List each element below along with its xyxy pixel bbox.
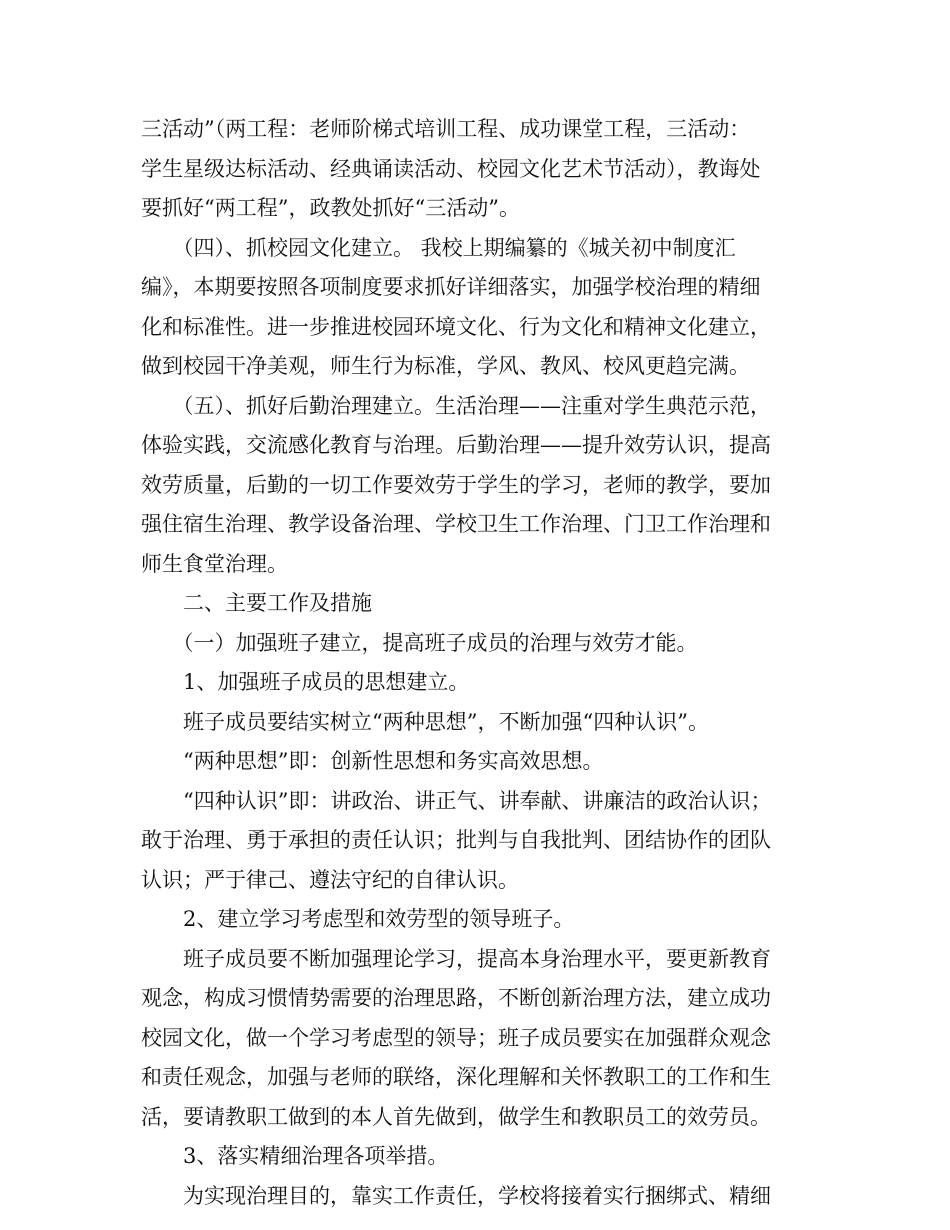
text-line: 三活动”（两工程：老师阶梯式培训工程、成功课堂工程，三活动： (141, 117, 751, 141)
text-line: 敢于治理、勇于承担的责任认识；批判与自我批判、团结协作的团队 (141, 828, 771, 852)
document-body (141, 110, 841, 1216)
text-line: 为实现治理目的，靠实工作责任，学校将接着实行捆绑式、精细 (141, 1183, 771, 1208)
section-heading-line: （四）、抓校园文化建立。 我校上期编纂的《城关初中制度汇 (141, 235, 736, 260)
text-line: “两种思想”即：创新性思想和务实高效思想。 (141, 749, 604, 773)
text-line: 活，要请教职工做到的本人首先做到，做学生和教职员工的效劳员。 (141, 1104, 771, 1129)
text-line: 观念，构成习惯情势需要的治理思路，不断创新治理方法，建立成功 (141, 986, 771, 1010)
item-heading-line: 1、加强班子成员的思想建立。 (141, 670, 470, 694)
text-line: 编》，本期要按照各项制度要求抓好详细落实，加强学校治理的精细 (141, 275, 761, 299)
text-line: 学生星级达标活动、经典诵读活动、校园文化艺术节活动），教诲处 (141, 156, 761, 181)
text-line: 效劳质量，后勤的一切工作要效劳于学生的学习，老师的教学，要加 (141, 472, 771, 497)
text-line: “四种认识”即：讲政治、讲正气、讲奉献、讲廉洁的政治认识； (141, 788, 772, 813)
item-heading-line: 3、落实精细治理各项举措。 (141, 1144, 449, 1168)
text-line: 和责任观念，加强与老师的联络，深化理解和关怀教职工的工作和生 (141, 1065, 771, 1089)
text-line: 校园文化，做一个学习考虑型的领导；班子成员要实在加强群众观念 (141, 1025, 771, 1050)
subsection-heading-line: （一）加强班子建立，提高班子成员的治理与效劳才能。 (141, 630, 698, 655)
text-line: 要抓好“两工程”，政教处抓好“三活动”。 (141, 196, 520, 220)
section-heading-line: （五）、抓好后勤治理建立。生活治理——注重对学生典范示范， (141, 393, 771, 418)
text-line: 化和标准性。进一步推进校园环境文化、行为文化和精神文化建立， (141, 314, 771, 339)
text-line: 班子成员要不断加强理论学习，提高本身治理水平，要更新教育 (141, 946, 771, 971)
text-line: 认识；严于律己、遵法守纪的自律认识。 (141, 867, 519, 892)
text-line: 强住宿生治理、教学设备治理、学校卫生工作治理、门卫工作治理和 (141, 512, 771, 536)
item-heading-line: 2、建立学习考虑型和效劳型的领导班子。 (141, 907, 575, 931)
text-line: 做到校园干净美观，师生行为标准，学风、教风、校风更趋完满。 (141, 354, 750, 378)
text-line: 师生食堂治理。 (141, 551, 288, 576)
text-line: 班子成员要结实树立“两种思想”，不断加强“四种认识”。 (141, 709, 709, 734)
text-line: 体验实践，交流感化教育与治理。后勤治理——提升效劳认识，提高 (141, 433, 771, 457)
section-heading-line: 二、主要工作及措施 (141, 591, 372, 615)
